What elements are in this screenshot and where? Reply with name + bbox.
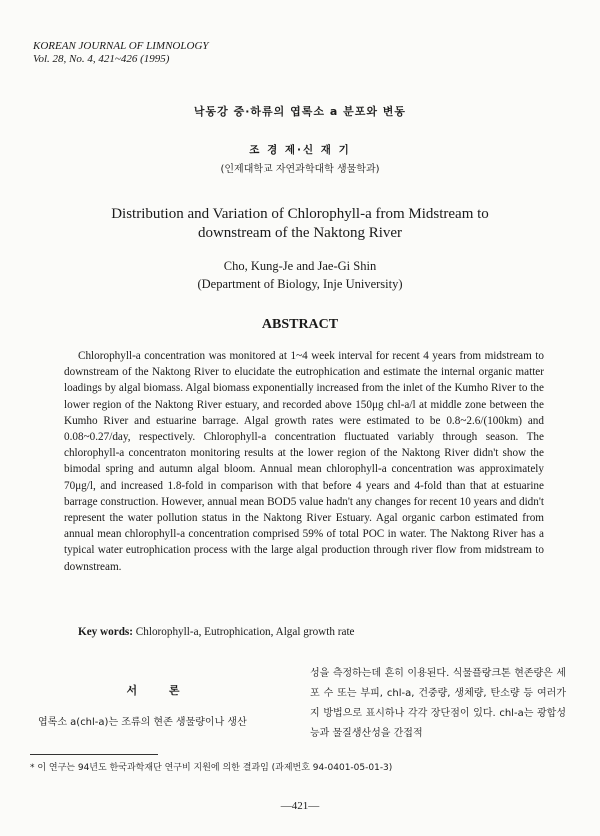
english-title	[0, 205, 600, 243]
korean-authors: 조 경 제·신 재 기	[249, 144, 351, 156]
journal-header	[33, 40, 209, 66]
english-affiliation: (Department of Biology, Inje University)	[197, 277, 403, 291]
abstract-heading: ABSTRACT	[261, 317, 339, 332]
intro-left-text: 엽록소 a(chl-a)는 조류의 현존 생물량이나 생산	[38, 717, 247, 728]
english-title-line2: downstream of the Naktong River	[197, 225, 403, 241]
footnote-divider	[30, 754, 158, 755]
keywords-value: Chlorophyll-a, Eutrophication, Algal growth rate	[135, 626, 355, 638]
journal-name: KOREAN JOURNAL OF LIMNOLOGY	[33, 40, 209, 52]
keywords-label: Key words:	[78, 626, 133, 638]
korean-affiliation: (인제대학교 자연과학대학 생물학과)	[220, 164, 380, 175]
abstract-body	[64, 348, 544, 575]
intro-heading: 서 론	[126, 684, 194, 697]
intro-left-column	[34, 664, 286, 731]
page-number: —421—	[280, 800, 320, 812]
abstract-paragraph: Chlorophyll-a concentration was monitored at 1~4 week interval for recent 4 years from midstream to downstream of the Naktong River to elucidate the eutrophication and estimate the internal organic matter loadings by algal biomass. Algal biomass exponentially increased from the inlet of the Kumho River to the lower region of the Naktong River estuary, and recorded above 150μg chl-a/l at middle zone between the Kumho River and estuarine barrage. Algal growth rates were estimated to be 0.8~2.6/(100km) and 0.08~0.27/day, respectively. Chlorophyll-a concentration fluctuated variably through season. The chlorophyll-a concentraton monitoring results at the lower region of the Naktong River didn't show the bimodal spring and autumn algal bloom. Annual mean chlorophyll-a concentration was approximately 70μg/l, and increased 1.8-fold in comparison with that before 4 years and 4-fold than that at estuarine barrage construction. However, annual mean BOD5 value hadn't any changes for recent 10 years and didn't represent the water pollution status in the Naktong River Estuary. Agal organic carbon estimated from annual mean chlorophyll-a concentration comprised 59% of total POC in water. The Naktong River has a typical water eutrophication process with the large algal production through river flow from midstream to downstream.	[64, 350, 544, 573]
footnote: * 이 연구는 94년도 한국과학재단 연구비 지원에 의한 결과임 (과제번호 94-0401-05-01-3)	[30, 763, 393, 773]
english-authors: Cho, Kung-Je and Jae-Gi Shin	[223, 259, 377, 273]
journal-volume: Vol. 28, No. 4, 421~426 (1995)	[33, 53, 170, 65]
korean-title: 낙동강 중·하류의 엽록소 a 분포와 변동	[193, 105, 407, 118]
english-title-line1: Distribution and Variation of Chlorophyll-a from Midstream to	[111, 206, 489, 222]
keywords	[78, 626, 355, 638]
intro-right-column: 성을 측정하는데 흔히 이용된다. 식물플랑크톤 현존량은 세포 수 또는 부피, chl-a, 건중량, 생체량, 탄소량 등 여러가지 방법으로 표시하나 각각 장단점이 있다. chl-a는 광합성능과 물질생산성을 간접적	[310, 668, 566, 739]
